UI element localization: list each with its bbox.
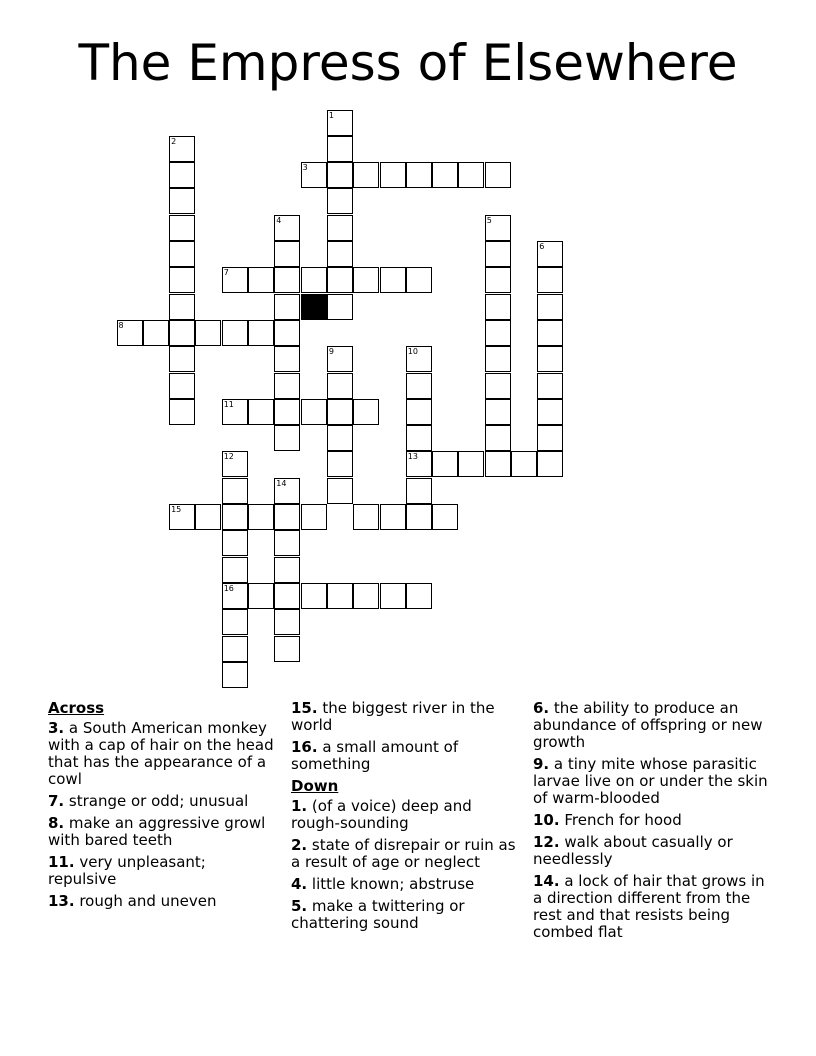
grid-cell[interactable] xyxy=(485,294,511,320)
grid-cell[interactable] xyxy=(327,241,353,267)
grid-cell[interactable] xyxy=(327,110,353,136)
grid-cell[interactable] xyxy=(406,373,432,399)
grid-cell[interactable] xyxy=(353,162,379,188)
grid-cell[interactable] xyxy=(327,215,353,241)
grid-cell[interactable] xyxy=(169,241,195,267)
clue-number: 8. xyxy=(48,814,65,832)
clue-text: make an aggressive growl with bared teeth xyxy=(48,814,266,849)
grid-cell[interactable] xyxy=(327,399,353,425)
grid-cell[interactable] xyxy=(537,373,563,399)
clue-number: 5. xyxy=(291,897,308,915)
grid-cell[interactable] xyxy=(380,504,406,530)
grid-cell[interactable] xyxy=(327,451,353,477)
clue-number: 6 xyxy=(539,242,545,251)
grid-cell[interactable] xyxy=(169,136,195,162)
clue-text: make a twittering or chattering sound xyxy=(291,897,465,932)
grid-cell[interactable] xyxy=(195,504,221,530)
grid-cell[interactable] xyxy=(432,162,458,188)
grid-cell[interactable] xyxy=(274,346,300,372)
grid-cell[interactable] xyxy=(485,162,511,188)
grid-cell[interactable] xyxy=(248,583,274,609)
grid-cell[interactable] xyxy=(432,504,458,530)
clue-number: 5 xyxy=(486,215,492,225)
clue-text: a tiny mite whose parasitic larvae live on or under the skin of warm-blooded xyxy=(533,755,768,807)
grid-cell[interactable] xyxy=(301,583,327,609)
grid-cell[interactable] xyxy=(169,399,195,425)
grid-cell[interactable] xyxy=(274,294,300,320)
clue-number: 12. xyxy=(533,833,560,851)
grid-cell[interactable] xyxy=(327,267,353,293)
grid-cell[interactable] xyxy=(222,504,248,530)
grid-cell[interactable] xyxy=(169,294,195,320)
grid-cell[interactable] xyxy=(169,188,195,214)
grid-cell[interactable] xyxy=(327,425,353,451)
clue-item xyxy=(48,854,276,888)
grid-cell[interactable] xyxy=(537,267,563,293)
grid-cell[interactable] xyxy=(485,320,511,346)
grid-cell[interactable] xyxy=(406,451,432,477)
clue-item xyxy=(533,700,773,751)
clue-number: 12 xyxy=(223,452,234,462)
grid-cell[interactable] xyxy=(406,583,432,609)
grid-cell[interactable] xyxy=(353,267,379,293)
grid-cell[interactable] xyxy=(380,583,406,609)
clue-number: 14. xyxy=(533,872,560,890)
clue-item xyxy=(533,873,773,941)
clues-column-2 xyxy=(291,700,519,937)
grid-cell[interactable] xyxy=(327,478,353,504)
clue-item xyxy=(291,700,519,734)
clue-number: 13 xyxy=(407,452,418,462)
grid-cell[interactable] xyxy=(169,373,195,399)
grid-cell[interactable] xyxy=(406,162,432,188)
grid-cell[interactable] xyxy=(222,557,248,583)
grid-cell[interactable] xyxy=(274,399,300,425)
grid-cell[interactable] xyxy=(301,162,327,188)
grid-cell[interactable] xyxy=(327,136,353,162)
clue-item xyxy=(48,793,276,810)
grid-cell[interactable] xyxy=(248,267,274,293)
grid-cell[interactable] xyxy=(432,451,458,477)
grid-cell[interactable] xyxy=(301,504,327,530)
clue-text: French for hood xyxy=(559,811,682,829)
across-clue-list-continued xyxy=(291,700,519,773)
clue-text: a lock of hair that grows in a direction different from the rest and that resists being combed flat xyxy=(533,872,765,941)
grid-cell[interactable] xyxy=(274,425,300,451)
grid-cell[interactable] xyxy=(274,373,300,399)
grid-cell[interactable] xyxy=(327,294,353,320)
black-square xyxy=(301,294,327,320)
grid-cell[interactable] xyxy=(406,346,432,372)
clue-text: walk about casually or needlessly xyxy=(533,833,733,868)
clue-number: 1 xyxy=(328,110,334,120)
clues-column-1 xyxy=(48,700,276,915)
grid-cell[interactable] xyxy=(537,425,563,451)
grid-cell[interactable] xyxy=(327,583,353,609)
clue-number: 15. xyxy=(291,699,318,717)
grid-cell[interactable] xyxy=(327,162,353,188)
grid-cell[interactable] xyxy=(406,504,432,530)
grid-cell[interactable] xyxy=(274,609,300,635)
grid-cell[interactable] xyxy=(406,425,432,451)
clue-item xyxy=(48,720,276,788)
grid-cell[interactable] xyxy=(222,399,248,425)
grid-cell[interactable] xyxy=(222,320,248,346)
grid-cell[interactable] xyxy=(485,241,511,267)
clue-text: little known; abstruse xyxy=(307,875,475,893)
grid-cell[interactable] xyxy=(485,215,511,241)
grid-cell[interactable] xyxy=(169,267,195,293)
grid-cell[interactable] xyxy=(274,583,300,609)
clue-number: 3 xyxy=(302,163,308,173)
grid-cell[interactable] xyxy=(274,241,300,267)
grid-cell[interactable] xyxy=(537,294,563,320)
grid-cell[interactable] xyxy=(485,451,511,477)
clue-number: 4 xyxy=(276,215,282,225)
clue-text: very unpleasant; repulsive xyxy=(48,853,206,888)
across-clue-list xyxy=(48,720,276,910)
clue-number: 6. xyxy=(533,699,550,717)
grid-cell[interactable] xyxy=(458,162,484,188)
clue-number: 11 xyxy=(223,399,234,409)
clue-number: 14 xyxy=(276,478,287,488)
clue-number: 2 xyxy=(171,136,177,146)
grid-cell[interactable] xyxy=(327,188,353,214)
grid-cell[interactable] xyxy=(222,583,248,609)
grid-cell[interactable] xyxy=(537,320,563,346)
clue-item xyxy=(291,798,519,832)
grid-cell[interactable] xyxy=(274,530,300,556)
grid-cell[interactable] xyxy=(537,451,563,477)
grid-cell[interactable] xyxy=(537,399,563,425)
grid-cell[interactable] xyxy=(143,320,169,346)
grid-cell[interactable] xyxy=(485,267,511,293)
grid-cell[interactable] xyxy=(274,267,300,293)
down-heading: Down xyxy=(291,777,339,795)
grid-cell[interactable] xyxy=(511,451,537,477)
clue-item xyxy=(291,876,519,893)
grid-cell[interactable] xyxy=(274,215,300,241)
clue-number: 3. xyxy=(48,719,65,737)
clue-number: 7 xyxy=(223,268,229,278)
grid-cell[interactable] xyxy=(406,267,432,293)
grid-cell[interactable] xyxy=(406,399,432,425)
grid-cell[interactable] xyxy=(380,162,406,188)
grid-cell[interactable] xyxy=(169,504,195,530)
clue-number: 10. xyxy=(533,811,560,829)
grid-cell[interactable] xyxy=(274,504,300,530)
grid-cell[interactable] xyxy=(222,636,248,662)
grid-cell[interactable] xyxy=(222,530,248,556)
clue-item xyxy=(291,898,519,932)
grid-cell[interactable] xyxy=(485,373,511,399)
clue-text: (of a voice) deep and rough-sounding xyxy=(291,797,472,832)
clue-text: the biggest river in the world xyxy=(291,699,495,734)
grid-cell[interactable] xyxy=(301,399,327,425)
clue-number: 9. xyxy=(533,755,550,773)
clue-number: 15 xyxy=(171,505,182,514)
grid-cell[interactable] xyxy=(274,320,300,346)
grid-cell[interactable] xyxy=(485,425,511,451)
grid-cell[interactable] xyxy=(222,478,248,504)
grid-cell[interactable] xyxy=(537,346,563,372)
puzzle-title: The Empress of Elsewhere xyxy=(78,34,738,92)
grid-cell[interactable] xyxy=(117,320,143,346)
clue-item xyxy=(48,893,276,910)
grid-cell[interactable] xyxy=(274,636,300,662)
grid-cell[interactable] xyxy=(274,478,300,504)
clue-number: 4. xyxy=(291,875,308,893)
down-clue-list xyxy=(291,798,519,932)
grid-cell[interactable] xyxy=(327,373,353,399)
clue-number: 10 xyxy=(407,347,418,357)
grid-cell[interactable] xyxy=(248,399,274,425)
clue-item xyxy=(291,739,519,773)
clue-number: 8 xyxy=(118,320,124,330)
clue-text: the ability to produce an abundance of offspring or new growth xyxy=(533,699,763,751)
grid-cell[interactable] xyxy=(301,267,327,293)
clue-number: 7. xyxy=(48,792,65,810)
grid-cell[interactable] xyxy=(222,451,248,477)
grid-cell[interactable] xyxy=(353,399,379,425)
clues-column-3 xyxy=(533,700,773,946)
grid-cell[interactable] xyxy=(248,504,274,530)
grid-cell[interactable] xyxy=(380,267,406,293)
clue-item xyxy=(533,834,773,868)
clue-item xyxy=(533,812,773,829)
clue-number: 16. xyxy=(291,738,318,756)
grid-cell[interactable] xyxy=(485,346,511,372)
clue-number: 2. xyxy=(291,836,308,854)
grid-cell[interactable] xyxy=(222,267,248,293)
grid-cell[interactable] xyxy=(353,504,379,530)
clue-number: 13. xyxy=(48,892,75,910)
grid-cell[interactable] xyxy=(248,320,274,346)
grid-cell[interactable] xyxy=(195,320,221,346)
grid-cell[interactable] xyxy=(458,451,484,477)
grid-cell[interactable] xyxy=(222,662,248,688)
clue-text: rough and uneven xyxy=(74,892,217,910)
grid-cell[interactable] xyxy=(406,478,432,504)
down-clue-list-continued xyxy=(533,700,773,941)
clue-text: a South American monkey with a cap of hair on the head that has the appearance of a cowl xyxy=(48,719,274,788)
grid-cell[interactable] xyxy=(485,399,511,425)
grid-cell[interactable] xyxy=(169,346,195,372)
clue-text: strange or odd; unusual xyxy=(64,792,249,810)
grid-cell[interactable] xyxy=(537,241,563,267)
clue-number: 9 xyxy=(328,347,334,357)
clue-number: 11. xyxy=(48,853,75,871)
grid-cell[interactable] xyxy=(327,346,353,372)
clue-number: 16 xyxy=(223,583,234,593)
grid-cell[interactable] xyxy=(169,162,195,188)
clue-number: 1. xyxy=(291,797,308,815)
clue-item xyxy=(291,837,519,871)
clue-text: a small amount of something xyxy=(291,738,459,773)
grid-cell[interactable] xyxy=(274,557,300,583)
clue-item xyxy=(48,815,276,849)
clue-item xyxy=(533,756,773,807)
grid-cell[interactable] xyxy=(222,609,248,635)
grid-cell[interactable] xyxy=(169,215,195,241)
across-heading: Across xyxy=(48,699,105,717)
grid-cell[interactable] xyxy=(353,583,379,609)
grid-cell[interactable] xyxy=(169,320,195,346)
clue-text: state of disrepair or ruin as a result of age or neglect xyxy=(291,836,516,871)
